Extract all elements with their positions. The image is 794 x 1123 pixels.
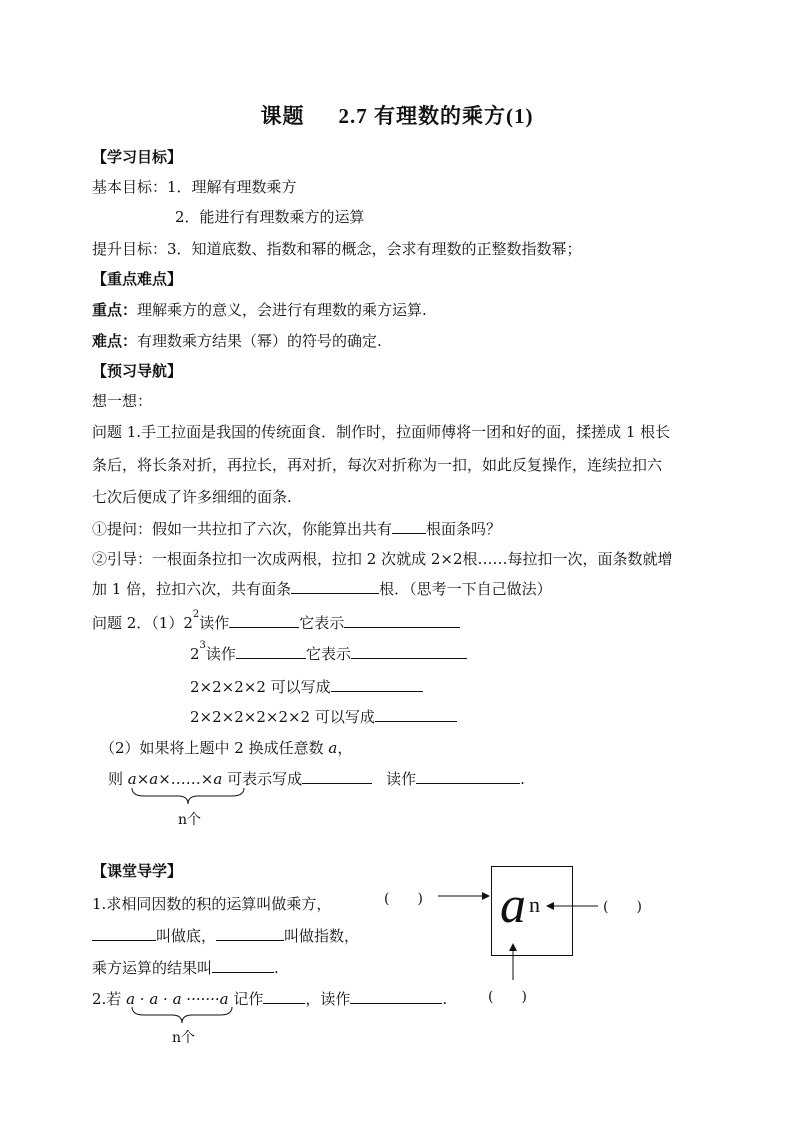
paren-blank-left[interactable]: ( ) xyxy=(384,891,423,907)
power-base-symbol: a xyxy=(500,877,526,934)
class-item1-line3: 乘方运算的结果叫 . xyxy=(92,959,279,977)
guide-line2: 加 1 倍，拉扣六次，共有面条 根．（思考一下自己做法） xyxy=(92,580,552,598)
goal-advanced: 提升目标：3．知道底数、指数和幂的概念，会求有理数的正整数指数幂； xyxy=(92,240,582,258)
class-item1-line2: 叫做底， 叫做指数， xyxy=(92,925,359,946)
n-count-label: n个 xyxy=(172,1030,196,1046)
question1-line3: 七次后便成了许多细细的面条. xyxy=(92,488,292,506)
guide-line1: ②引导：一根面条拉扣一次成两根，拉扣 2 次就成 2×2根……每拉扣一次，面条数就增 xyxy=(92,550,673,568)
goal-basic-1: 基本目标：1．理解有理数乘方 xyxy=(92,178,297,196)
question2-part2: （2）如果将上题中 2 换成任意数 a， xyxy=(100,739,353,757)
question2-row4: 2×2×2×2×2×2 可以写成 xyxy=(190,706,457,727)
question2-row3: 2×2×2×2 可以写成 xyxy=(190,676,423,697)
question2-row1: 问题 2．$(1)2^2$读作 它表示 xyxy=(92,612,460,633)
paren-blank-right[interactable]: ( ) xyxy=(603,899,642,915)
question2-row2: $2^3$读作 它表示 xyxy=(190,643,467,664)
question2-expr-line: 则 a×a×……×a 可表示写成 读作 . xyxy=(108,770,525,788)
section-keypoints: 【重点难点】 xyxy=(92,270,183,288)
goal-basic-2: 2．能进行有理数乘方的运算 xyxy=(175,208,365,226)
question1-line1: 问题 1.手工拉面是我国的传统面食．制作时，拉面师傅将一团和好的面，揉搓成 1 根长 xyxy=(92,423,671,441)
class-item1: 1.求相同因数的积的运算叫做乘方， xyxy=(92,895,332,913)
question1-line2: 条后，将长条对折，再拉长，再对折，每次对折称为一扣，如此反复操作，连续拉扣六 xyxy=(92,456,663,474)
think-label: 想一想： xyxy=(92,392,153,410)
keypoint-difficulty: 难点：有理数乘方结果（幂）的符号的确定. xyxy=(92,332,382,350)
n-count-label: n个 xyxy=(178,812,202,828)
class-item2: 2.若 a · a · a ·······a 记作 ，读作 . xyxy=(92,990,448,1008)
ask-line: ①提问：假如一共拉扣了六次，你能算出共有 根面条吗？ xyxy=(92,520,502,538)
section-class: 【课堂导学】 xyxy=(92,862,183,880)
power-exponent-symbol: n xyxy=(529,892,540,917)
section-goals: 【学习目标】 xyxy=(92,148,183,166)
paren-blank-bottom[interactable]: ( ) xyxy=(488,989,527,1005)
section-preview: 【预习导航】 xyxy=(92,362,183,380)
page-title: 课题 2.7 有理数的乘方(1) xyxy=(260,104,534,128)
keypoint-focus: 重点：理解乘方的意义，会进行有理数的乘方运算. xyxy=(92,301,427,319)
